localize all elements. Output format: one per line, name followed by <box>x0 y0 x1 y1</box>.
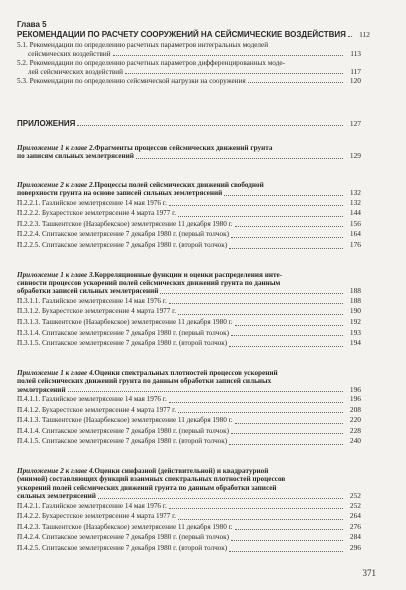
appendix-item-page: 196 <box>349 394 361 403</box>
appendix-item-page: 193 <box>349 327 361 337</box>
appendix-item-text: П.3.1.2. Бухарестское землетрясение 4 марта 1977 г. <box>17 307 177 316</box>
appendix-title-text: сильных землетрясений <box>17 492 96 501</box>
appendix-title[interactable] <box>17 181 361 198</box>
appendix-item[interactable] <box>17 436 361 447</box>
appendix-item[interactable] <box>17 405 361 416</box>
appendix-item-page: 240 <box>349 436 361 446</box>
appendix-item-text: П.3.1.5. Спитакское землетрясение 7 декабря 1980 г. (второй толчок) <box>17 339 228 348</box>
appendix-title-text: обработки записей сильных землетрясений <box>17 287 159 296</box>
appendix-item-text: П.4.1.2. Бухарестское землетрясение 4 марта 1977 г. <box>17 405 177 414</box>
appendix-item[interactable] <box>17 306 361 317</box>
appendix-item-text: П.3.1.4. Спитакское землетрясение 7 декабря 1980 г. (первый толчок) <box>17 328 229 337</box>
appendix-item-text: П.2.2.3. Ташкентское (Назарбекское) землетрясение 11 декабря 1980 г. <box>17 219 233 228</box>
appendix-title-text: Процессы полей сейсмических движений свободной <box>94 180 264 189</box>
appendix-title[interactable] <box>17 369 361 394</box>
appendix-item[interactable] <box>17 338 361 349</box>
appendix-item-page: 276 <box>349 521 361 531</box>
appendix-title-line <box>17 152 361 160</box>
appendix-item-text: П.4.1.3. Ташкентское (Назарбекское) землетрясение 11 декабря 1980 г. <box>17 416 233 425</box>
appendix-item-page: 192 <box>349 317 361 326</box>
appendix-title-line <box>17 467 361 475</box>
appendix-item-text: П.4.2.5. Спитакское землетрясение 7 декабря 1980 г. (второй толчок) <box>17 543 228 552</box>
section-line <box>17 41 361 49</box>
appendix-item[interactable] <box>17 511 361 522</box>
appendix-item-text: П.2.2.2. Бухарестское землетрясение 4 марта 1977 г. <box>17 209 177 218</box>
appendices-list <box>17 144 361 554</box>
appendices-heading: ПРИЛОЖЕНИЯ <box>17 119 76 128</box>
appendix-item-text: П.4.1.4. Спитакское землетрясение 7 декабря 1980 г. (первый толчок) <box>17 426 229 435</box>
chapter-block <box>17 20 370 86</box>
appendix-item-text: П.3.1.1. Газлийское землетрясение 14 мая 1976 г. <box>17 296 167 305</box>
appendix-page: 252 <box>349 491 361 501</box>
appendix-title-text: сивности процессов ускорений полей сейсмических движений грунта по данным <box>17 279 281 287</box>
appendix-page: 129 <box>349 151 361 161</box>
appendix-item[interactable] <box>17 532 361 543</box>
appendix-item[interactable] <box>17 240 361 251</box>
chapter-section[interactable] <box>17 77 361 85</box>
appendix-item[interactable] <box>17 394 361 405</box>
appendix-item-page: 208 <box>349 404 361 414</box>
section-text: лей сейсмических воздействий <box>28 67 123 76</box>
appendix-item-text: П.4.1.5. Спитакское землетрясение 7 декабря 1980 г. (второй толчок) <box>17 437 228 446</box>
appendix-item[interactable] <box>17 501 361 512</box>
appendix-title-line <box>17 144 361 152</box>
appendix-item[interactable] <box>17 219 361 230</box>
appendix-title-line <box>17 271 361 279</box>
appendix-item-page: 264 <box>349 511 361 521</box>
appendix-title-line <box>17 369 361 377</box>
chapter-title: РЕКОМЕНДАЦИИ ПО РАСЧЕТУ СООРУЖЕНИЙ НА СЕЙСМИЧЕСКИЕ ВОЗДЕЙСТВИЯ <box>17 30 346 39</box>
appendix-title-line <box>17 492 361 500</box>
appendix-title[interactable] <box>17 271 361 296</box>
appendix-title-line <box>17 484 361 492</box>
appendix-page: 188 <box>349 286 361 296</box>
appendix-prefix: Приложение 2 к главе 4. <box>17 466 95 475</box>
appendix-item[interactable] <box>17 522 361 533</box>
appendix-item[interactable] <box>17 229 361 240</box>
appendix-item-page: 164 <box>349 229 361 239</box>
chapter-label: Глава 5 <box>17 20 47 29</box>
appendix-title-line <box>17 386 361 394</box>
appendix-title-line <box>17 377 361 385</box>
appendix-title-line <box>17 189 361 197</box>
appendix-group <box>17 144 361 161</box>
chapter-sections <box>17 41 361 85</box>
section-line <box>17 68 361 76</box>
section-line <box>17 59 361 67</box>
section-text: сейсмических воздействий <box>28 49 111 58</box>
appendix-title-line <box>17 181 361 189</box>
appendix-title-text: землетрясений <box>17 385 66 394</box>
appendix-item-text: П.4.2.1. Газлийское землетрясение 14 мая 1976 г. <box>17 501 167 510</box>
appendix-title-line <box>17 475 361 483</box>
appendix-title-line <box>17 279 361 287</box>
appendix-item-text: П.2.2.1. Газлийское землетрясение 14 мая 1976 г. <box>17 198 167 207</box>
appendix-item[interactable] <box>17 543 361 554</box>
appendix-item-page: 132 <box>349 197 361 207</box>
appendix-item-page: 252 <box>349 500 361 510</box>
chapter-title-entry[interactable] <box>17 30 370 39</box>
appendix-title-text: Оценки синфазной (действительной) и квадратурной <box>94 466 269 475</box>
appendix-item-page: 228 <box>349 425 361 435</box>
appendix-item-page: 194 <box>349 338 361 348</box>
appendix-item-page: 176 <box>349 240 361 249</box>
appendix-item-text: П.2.2.5. Спитакское землетрясение 7 декабря 1980 г. (второй толчок) <box>17 241 228 249</box>
appendices-heading-page: 127 <box>349 119 361 128</box>
appendix-item[interactable] <box>17 208 361 219</box>
appendix-item-page: 144 <box>349 208 361 218</box>
section-page: 117 <box>350 66 361 76</box>
appendix-title-text: (мнимой) составляющих функций взаимных спектральных плотностей процессов <box>17 475 286 484</box>
appendix-item[interactable] <box>17 415 361 426</box>
appendix-title-text: ускорений полей сейсмических движений грунта по данным обработки записей <box>17 483 277 492</box>
appendix-prefix: Приложение 1 к главе 4. <box>17 368 95 377</box>
appendix-item-page: 188 <box>349 295 361 305</box>
toc-page <box>17 20 377 575</box>
chapter-title-page: 112 <box>359 30 370 39</box>
appendix-item-text: П.3.1.3. Ташкентское (Назарбекское) землетрясение 11 декабря 1980 г. <box>17 318 233 326</box>
appendix-title-text: по записям сильных землетрясений <box>17 152 134 161</box>
section-text: 5.2. Рекомендации по определению расчетных параметров дифференцированных моде- <box>17 59 285 68</box>
appendix-title-text: Фрагменты процессов сейсмических движений грунта <box>94 144 273 152</box>
section-line <box>17 50 361 58</box>
appendix-prefix: Приложение 1 к главе 3. <box>17 270 95 279</box>
appendix-item[interactable] <box>17 198 361 209</box>
appendix-group <box>17 369 361 447</box>
appendix-group <box>17 271 361 349</box>
appendix-title-line <box>17 287 361 295</box>
appendix-item[interactable] <box>17 328 361 339</box>
section-line <box>17 77 361 85</box>
chapter-section[interactable] <box>17 41 361 58</box>
chapter-section[interactable] <box>17 59 361 76</box>
appendix-item-text: П.4.2.2. Бухарестское землетрясение 4 марта 1977 г. <box>17 512 177 521</box>
appendix-item-page: 296 <box>349 542 361 552</box>
appendix-item-text: П.4.1.1. Газлийское землетрясение 14 мая 1976 г. <box>17 395 167 403</box>
appendix-title-text: Оценки спектральных плотностей процессов ускорений <box>94 368 278 377</box>
section-page: 120 <box>349 76 361 86</box>
appendix-page: 196 <box>349 384 361 394</box>
section-page: 113 <box>350 48 361 58</box>
appendix-item-text: П.4.2.3. Ташкентское (Назарбекское) землетрясение 11 декабря 1980 г. <box>17 522 233 531</box>
appendices-heading-entry[interactable] <box>17 120 361 128</box>
appendix-item-text: П.2.2.4. Спитакское землетрясение 7 декабря 1980 г. (первый толчок) <box>17 230 229 239</box>
appendix-group <box>17 181 361 251</box>
appendix-title-text: поверхности грунта на основе записей сильных землетрясений <box>17 189 223 198</box>
appendix-item-page: 220 <box>349 415 361 425</box>
appendix-group <box>17 467 361 554</box>
appendix-item[interactable] <box>17 317 361 328</box>
section-text: 5.1. Рекомендации по определению расчетных параметров интегральных моделей <box>17 41 269 50</box>
appendix-prefix: Приложение 2 к главе 2. <box>17 180 95 189</box>
appendix-title-text: полей сейсмических движений грунта по данным обработки записей сильных <box>17 377 272 386</box>
appendix-title[interactable] <box>17 467 361 501</box>
appendix-prefix: Приложение 1 к главе 2. <box>17 144 95 152</box>
appendix-item-page: 190 <box>349 306 361 316</box>
appendix-item-text: П.4.2.4. Спитакское землетрясение 7 декабря 1980 г. (первый толчок) <box>17 533 229 542</box>
appendix-item[interactable] <box>17 426 361 437</box>
appendix-page: 132 <box>349 188 361 198</box>
section-text: 5.3. Рекомендации по определению сейсмической нагрузки на сооружения <box>17 77 246 86</box>
page-number: 371 <box>362 568 376 578</box>
appendix-title-text: Корреляционные функции и оценки распределения инте- <box>94 270 283 279</box>
appendix-title[interactable] <box>17 144 361 161</box>
appendix-item-page: 156 <box>349 218 361 228</box>
appendix-item[interactable] <box>17 296 361 307</box>
appendix-item-page: 284 <box>349 532 361 542</box>
